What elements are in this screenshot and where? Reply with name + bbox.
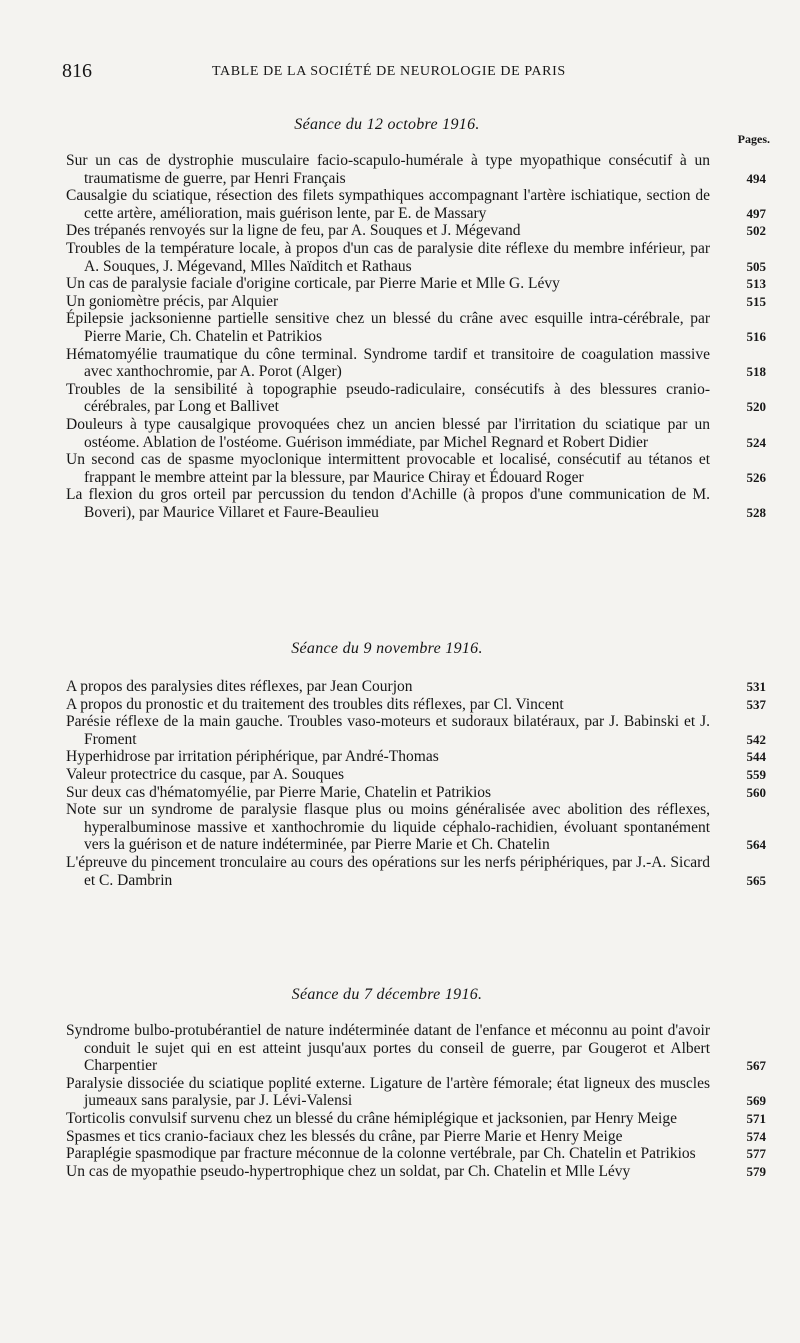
session-title-3: Séance du 7 décembre 1916. xyxy=(291,986,483,1003)
toc-entry xyxy=(66,766,766,784)
toc-entry xyxy=(66,713,766,748)
entry-text: Torticolis convulsif survenu chez un blessé du crâne hémiplégique et jacksonien, par Henry Meige xyxy=(66,1109,677,1127)
entry-text: Des trépanés renvoyés sur la ligne de feu, par A. Souques et J. Mégevand xyxy=(66,222,521,240)
entry-page: 567 xyxy=(746,1058,766,1074)
toc-entry xyxy=(66,240,766,275)
entry-text: A propos du pronostic et du traitement des troubles dits réflexes, par Cl. Vincent xyxy=(66,695,564,713)
toc-entry xyxy=(66,222,766,240)
toc-entry xyxy=(66,1128,766,1146)
entry-page: 528 xyxy=(746,504,766,520)
entry-page: 564 xyxy=(746,837,766,853)
entry-page: 537 xyxy=(746,696,766,712)
entry-text: Note sur un syndrome de paralysie flasque plus ou moins généralisée avec abolition des réflexes, hyperalbuminose massive et xanthochromie du liquide céphalo-rachidien, évoluant spontanément vers la guérison et de nature indéterminée, par Pierre Marie et Ch. Chatelin xyxy=(66,801,710,854)
entry-page: 524 xyxy=(746,434,766,450)
entry-page: 513 xyxy=(746,276,766,292)
entry-text: Un cas de paralysie faciale d'origine corticale, par Pierre Marie et Mlle G. Lévy xyxy=(66,275,560,293)
entry-page: 579 xyxy=(746,1163,766,1179)
entry-text: Valeur protectrice du casque, par A. Souques xyxy=(66,765,345,783)
toc-entry xyxy=(66,152,766,187)
entry-text: Sur un cas de dystrophie musculaire facio-scapulo-humérale à type myopathique consécutif à un traumatisme de guerre, par Henri Français xyxy=(66,152,710,187)
entry-page: 542 xyxy=(746,731,766,747)
toc-entry xyxy=(66,346,766,381)
toc-entry xyxy=(66,801,766,854)
toc-entry xyxy=(66,310,766,345)
entry-text: A propos des paralysies dites réflexes, par Jean Courjon xyxy=(66,678,413,695)
entry-page: 497 xyxy=(746,205,766,221)
running-title: TABLE DE LA SOCIÉTÉ DE NEUROLOGIE DE PARIS xyxy=(212,64,566,79)
entry-text: Hyperhidrose par irritation périphérique, par André-Thomas xyxy=(66,748,439,766)
entry-page: 518 xyxy=(746,364,766,380)
session-title-2: Séance du 9 novembre 1916. xyxy=(291,640,483,657)
entry-text: Un cas de myopathie pseudo-hypertrophique chez un soldat, par Ch. Chatelin et Mlle Lévy xyxy=(66,1162,631,1180)
entry-page: 494 xyxy=(746,170,766,186)
toc-entry xyxy=(66,293,766,311)
entry-text: Un second cas de spasme myoclonique intermittent provocable et localisé, consécutif au tétanos et frappant le membre atteint par la blessure, par Maurice Chiray et Édouard Roger xyxy=(66,451,710,486)
entry-text: Un goniomètre précis, par Alquier xyxy=(66,292,279,310)
entry-text: Paralysie dissociée du sciatique poplité externe. Ligature de l'artère fémorale; état ligneux des muscles jumeaux sans paralysie, par J. Lévi-Valensi xyxy=(66,1074,710,1110)
entry-page: 505 xyxy=(746,258,766,274)
toc-entry xyxy=(66,1163,766,1181)
toc-entry xyxy=(66,1145,766,1163)
toc-entry xyxy=(66,678,766,696)
page-number: 816 xyxy=(62,60,92,82)
toc-entry xyxy=(66,187,766,222)
toc-entry xyxy=(66,784,766,802)
entry-text: Troubles de la température locale, à propos d'un cas de paralysie dite réflexe du membre inférieur, par A. Souques, J. Mégevand, Mlles Naïditch et Rathaus xyxy=(66,239,710,275)
entry-page: 559 xyxy=(746,766,766,782)
entry-page: 502 xyxy=(746,223,766,239)
toc-entry xyxy=(66,416,766,451)
session-title-1: Séance du 12 octobre 1916. xyxy=(294,116,480,133)
toc-entry xyxy=(66,854,766,889)
entry-page: 577 xyxy=(746,1146,766,1162)
toc-entry xyxy=(66,381,766,416)
toc-entry xyxy=(66,696,766,714)
toc-entry xyxy=(66,1110,766,1128)
entry-page: 515 xyxy=(746,293,766,309)
entry-text: Spasmes et tics cranio-faciaux chez les blessés du crâne, par Pierre Marie et Henry Meige xyxy=(66,1127,623,1145)
toc-entry xyxy=(66,451,766,486)
entry-text: Épilepsie jacksonienne partielle sensitive chez un blessé du crâne avec esquille intra-cérébrale, par Pierre Marie, Ch. Chatelin et Patrikios xyxy=(66,310,710,345)
toc-entry xyxy=(66,275,766,293)
toc-entry xyxy=(66,1075,766,1110)
entry-text: Hématomyélie traumatique du cône terminal. Syndrome tardif et transitoire de coagulation massive avec xanthochromie, par A. Porot (Alger) xyxy=(66,345,710,381)
entry-text: L'épreuve du pincement tronculaire au cours des opérations sur les nerfs périphériques, par J.-A. Sicard et C. Dambrin xyxy=(66,853,710,889)
entry-page: 560 xyxy=(746,784,766,800)
entry-page: 574 xyxy=(746,1128,766,1144)
entry-page: 544 xyxy=(746,749,766,765)
entry-text: Troubles de la sensibilité à topographie pseudo-radiculaire, consécutifs à des blessures cranio-cérébrales, par Long et Ballivet xyxy=(66,380,710,416)
page-header xyxy=(62,60,742,84)
session-entries-1 xyxy=(66,152,766,521)
pages-column-label: Pages. xyxy=(737,132,770,146)
entry-text: Syndrome bulbo-protubérantiel de nature indéterminée datant de l'enfance et méconnu au point d'avoir conduit le sujet qui en est atteint jusqu'aux portes du conseil de guerre, par Gougerot et Albert Charpentier xyxy=(66,1022,710,1075)
session-entries-2 xyxy=(66,678,766,889)
session-entries-3 xyxy=(66,1022,766,1180)
toc-entry xyxy=(66,1022,766,1075)
entry-page: 531 xyxy=(746,679,766,694)
entry-page: 571 xyxy=(746,1110,766,1126)
toc-entry xyxy=(66,486,766,521)
toc-entry xyxy=(66,748,766,766)
entry-page: 565 xyxy=(746,872,766,888)
entry-text: Douleurs à type causalgique provoquées chez un ancien blessé par l'irritation du sciatique par un ostéome. Ablation de l'ostéome. Guérison immédiate, par Michel Regnard et Robert Didier xyxy=(66,415,710,451)
entry-page: 516 xyxy=(746,328,766,344)
entry-text: Paraplégie spasmodique par fracture méconnue de la colonne vertébrale, par Ch. Chatelin et Patrikios xyxy=(66,1145,696,1163)
entry-page: 569 xyxy=(746,1093,766,1109)
entry-text: Causalgie du sciatique, résection des filets sympathiques accompagnant l'artère ischiatique, section de cette artère, amélioration, mais guérison lente, par E. de Massary xyxy=(66,187,710,222)
entry-text: Sur deux cas d'hématomyélie, par Pierre Marie, Chatelin et Patrikios xyxy=(66,783,492,801)
entry-text: La flexion du gros orteil par percussion du tendon d'Achille (à propos d'une communication de M. Boveri), par Maurice Villaret et Faure-Beaulieu xyxy=(66,486,710,521)
entry-text: Parésie réflexe de la main gauche. Troubles vaso-moteurs et sudoraux bilatéraux, par J. Babinski et J. Froment xyxy=(66,713,710,748)
entry-page: 520 xyxy=(746,399,766,415)
entry-page: 526 xyxy=(746,469,766,485)
